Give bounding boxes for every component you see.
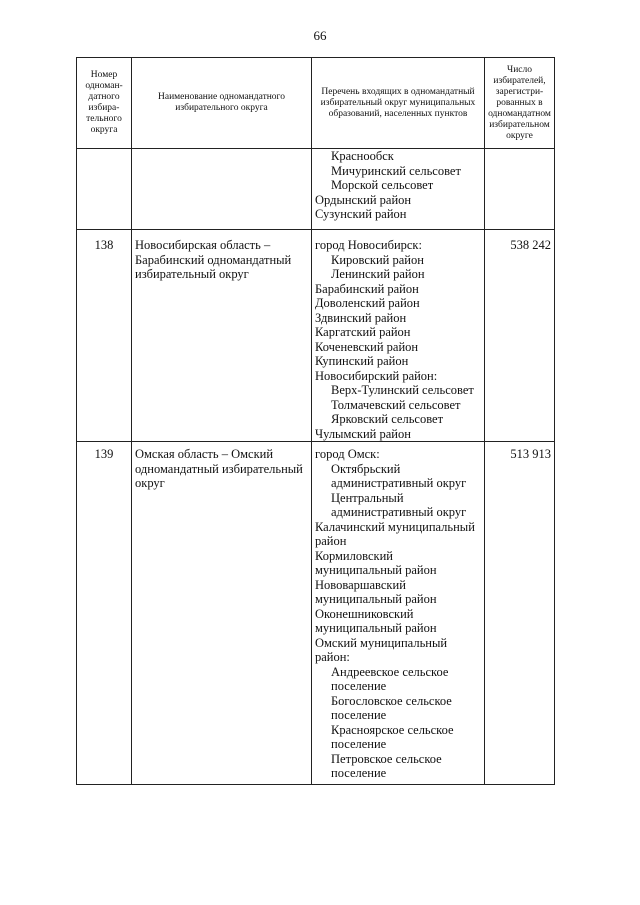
list-item: Ярковский сельсовет: [331, 412, 444, 426]
list-item: город Омск:: [315, 447, 380, 461]
list-item: Краснообск: [331, 149, 394, 163]
list-item: Нововаршавский: [315, 577, 406, 592]
list-item: Ленинский район: [331, 267, 425, 281]
list-item: поселение: [331, 679, 387, 693]
list-item: муниципальный район: [315, 592, 437, 606]
district-name: Омская область – Омский одномандатный избирательный округ: [132, 442, 312, 784]
list-item: административный округ: [331, 505, 467, 519]
list-item: поселение: [331, 737, 387, 751]
continuation-voters-cell: [485, 149, 555, 230]
table-row-139: [77, 442, 555, 784]
list-item: поселение: [331, 766, 387, 780]
district-name: Новосибирская область – Барабинский одномандатный избирательный округ: [132, 230, 312, 442]
list-item: Центральный: [331, 490, 404, 505]
continuation-list-cell: [312, 149, 485, 230]
district-voters: 538 242: [485, 230, 555, 442]
list-item: Омский муниципальный: [315, 635, 448, 650]
page-number: 66: [313, 28, 327, 43]
list-item: муниципальный район: [315, 563, 437, 577]
list-item: Здвинский район: [315, 310, 407, 325]
list-item: Барабинский район: [315, 281, 419, 296]
table-header-row: [77, 58, 555, 149]
table-row-138: [77, 230, 555, 442]
header-list: Перечень входящих в одномандатный избирательный округ муниципальных образований, населенных пунктов: [312, 58, 485, 149]
list-item: Чулымский район: [315, 426, 411, 441]
list-item: Морской сельсовет: [331, 178, 434, 192]
list-item: Ордынский район: [315, 192, 412, 207]
list-item: город Новосибирск:: [315, 238, 422, 252]
list-item: Андреевское сельское: [331, 664, 449, 679]
list-item: Оконешниковский: [315, 606, 414, 621]
continuation-name-cell: [132, 149, 312, 230]
district-number: 139: [77, 442, 132, 784]
districts-table: [76, 57, 555, 785]
district-number: 138: [77, 230, 132, 442]
list-item: Сузунский район: [315, 207, 407, 221]
header-voters: Число избирателей, зарегистри-рованных в одномандатном избирательном округе: [485, 58, 555, 149]
list-item: Купинский район: [315, 354, 409, 368]
list-item: Октябрьский: [331, 461, 401, 476]
list-item: Коченевский район: [315, 339, 419, 354]
list-item: район: [315, 534, 347, 548]
list-item: Калачинский муниципальный: [315, 519, 475, 534]
continuation-number-cell: [77, 149, 132, 230]
list-item: Богословское сельское: [331, 693, 452, 708]
list-item: Кормиловский: [315, 548, 393, 563]
list-item: Кировский район: [331, 252, 424, 267]
list-item: Доволенский район: [315, 296, 420, 310]
district-list-cell: [312, 230, 485, 442]
list-item: Новосибирский район:: [315, 368, 438, 383]
list-item: Мичуринский сельсовет: [331, 163, 461, 178]
list-item: Красноярское сельское: [331, 722, 454, 737]
list-item: Каргатский район: [315, 325, 411, 339]
list-item: административный округ: [331, 476, 467, 490]
district-list-cell: [312, 442, 485, 784]
list-item: Толмачевский сельсовет: [331, 397, 461, 412]
list-item: район:: [315, 650, 350, 664]
district-voters: 513 913: [485, 442, 555, 784]
list-item: поселение: [331, 708, 387, 722]
header-number: Номер одноман-датного избира-тельного округа: [77, 58, 132, 149]
table-row-continuation: [77, 149, 555, 230]
header-name: Наименование одномандатного избирательного округа: [132, 58, 312, 149]
list-item: Верх-Тулинский сельсовет: [331, 383, 474, 397]
list-item: муниципальный район: [315, 621, 437, 635]
list-item: Петровское сельское: [331, 751, 442, 766]
